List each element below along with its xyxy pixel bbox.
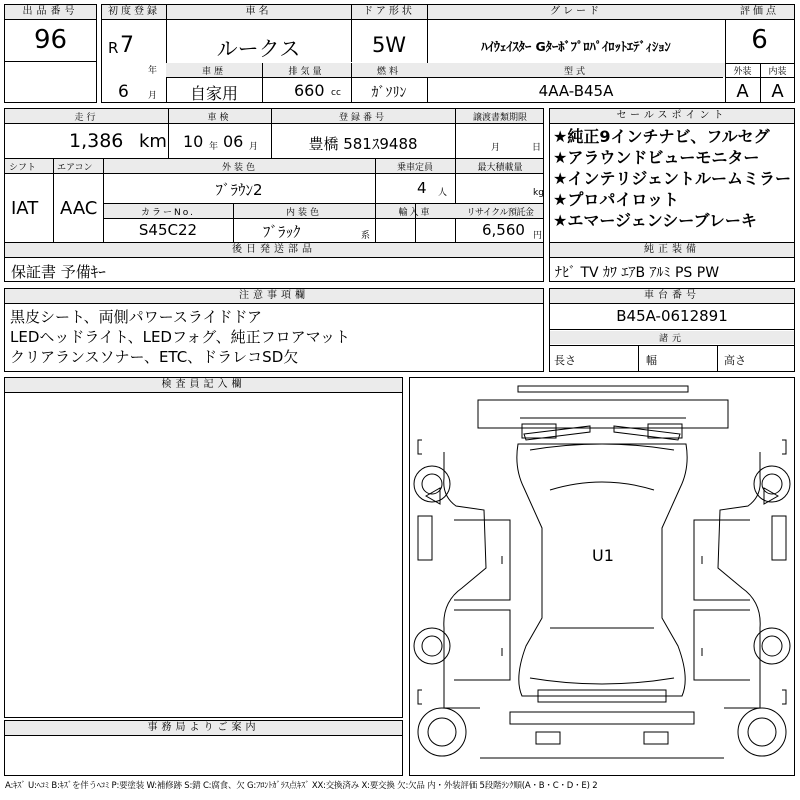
reg-number: 豊橋 581ｽ9488	[308, 135, 418, 153]
first-reg-year-unit: 年	[148, 66, 158, 76]
fuel: ｶﾞｿﾘﾝ	[371, 85, 407, 101]
color-number: S45C22	[138, 221, 198, 239]
note-line: 黒皮シート、両側パワースライドドア	[10, 308, 263, 326]
aircon-label: エアコン	[57, 163, 93, 173]
score-label: 評価点	[725, 5, 794, 20]
transfer-label: 譲渡書類期限	[472, 113, 527, 123]
notes-label: 注意事項欄	[5, 289, 543, 304]
displacement-label: 排気量	[288, 67, 325, 77]
ext-score-label: 外装	[733, 67, 752, 77]
inspector-box	[4, 377, 403, 718]
dims-label: 諸元	[550, 331, 794, 344]
fuel-label: 燃料	[376, 67, 401, 77]
chassis-box	[549, 288, 795, 372]
capacity: 4	[417, 179, 427, 197]
displacement: 660	[294, 81, 325, 100]
sales-point: ★純正9インチナビ、フルセグ	[553, 127, 770, 146]
equipment-label: 純正装備	[550, 243, 794, 258]
int-color-suffix: 系	[361, 231, 371, 241]
ext-score: A	[736, 81, 749, 102]
vehicle-header-box	[101, 4, 795, 103]
car-diagram-svg	[410, 378, 794, 775]
ext-color: ﾌﾞﾗｳﾝ2	[215, 181, 263, 199]
capacity-unit: 人	[438, 188, 448, 198]
width-label: 幅	[646, 354, 657, 367]
model-label: 型式	[563, 67, 588, 77]
vehicle-diagram	[409, 377, 795, 776]
recycle-fee: 6,560	[482, 221, 525, 239]
sales-point: ★エマージェンシーブレーキ	[553, 211, 757, 230]
notes-box	[4, 288, 544, 372]
mileage: 1,386	[69, 130, 124, 152]
door-label: ドア形状	[351, 5, 427, 20]
sales-points-box	[549, 108, 795, 243]
door-type: 5W	[371, 33, 407, 57]
int-score-label: 内装	[768, 67, 787, 77]
sales-point: ★アラウンドビューモニター	[553, 148, 760, 167]
office-box	[4, 720, 403, 776]
legend: A:ｷｽﾞ U:ﾍｺﾐ B:ｷｽﾞを伴うﾍｺﾐ P:要塗装 W:補修跡 S:錆 C:腐食、欠 G:ﾌﾛﾝﾄｶﾞﾗｽ点ｷｽﾞ XX:交換済み X:要交換 欠:欠品 内・外装評価 5段階ﾗﾝｸ順(A・B・C・D・E) 2	[5, 781, 598, 791]
reg-no-label: 登録番号	[338, 113, 387, 123]
color-no-label: カラーNo.	[141, 208, 195, 218]
car-name-label: 車名	[166, 5, 351, 20]
history-label: 車歴	[201, 67, 226, 77]
later-parts-box	[4, 242, 544, 282]
note-line: LEDヘッドライト、LEDフォグ、純正フロアマット	[10, 328, 351, 346]
lot-box	[4, 4, 97, 103]
transfer-day-unit: 日	[532, 143, 542, 153]
mileage-label: 走行	[74, 113, 99, 123]
chassis-number: B45A-0612891	[616, 307, 728, 325]
first-reg-month: 6	[118, 82, 129, 102]
displacement-unit: cc	[331, 88, 341, 98]
max-load-label: 最大積載量	[477, 163, 523, 173]
later-parts-label: 後日発送部品	[5, 243, 543, 258]
lot-label: 出品番号	[5, 5, 96, 20]
sales-point: ★プロパイロット	[553, 190, 680, 209]
shift: IAT	[11, 198, 39, 219]
import-label: 輸入車	[398, 208, 432, 218]
max-load-unit: kg	[533, 188, 544, 198]
inspection-month: 06	[223, 132, 244, 151]
inspector-label: 検査員記入欄	[5, 378, 402, 393]
shift-label: シフト	[9, 163, 37, 173]
note-line: クリアランスソナー、ETC、ドラレコSD欠	[10, 348, 299, 366]
history: 自家用	[189, 84, 238, 103]
capacity-label: 乗車定員	[396, 163, 433, 173]
car-name: ルークス	[216, 37, 301, 61]
first-reg-era: R	[108, 39, 119, 57]
ext-color-label: 外装色	[221, 163, 258, 173]
inspection-year-unit: 年	[209, 142, 219, 152]
inspection-month-unit: 月	[249, 142, 259, 152]
damage-mark: U1	[592, 546, 614, 565]
first-reg-month-unit: 月	[148, 91, 158, 101]
grade: ﾊｲｳｪｲｽﾀｰ Gﾀｰﾎﾞﾌﾟﾛﾊﾟｲﾛｯﾄｴﾃﾞｨｼｮﾝ	[481, 39, 671, 54]
chassis-label: 車台番号	[550, 289, 794, 304]
equipment: ﾅﾋﾞ TV ｶﾜ ｴｱB ｱﾙﾐ PS PW	[555, 265, 720, 281]
lot-number: 96	[33, 25, 68, 55]
inspection-year: 10	[183, 132, 204, 151]
inspection-label: 車検	[207, 113, 232, 123]
grade-label: グレード	[427, 5, 725, 20]
model-code: 4AA-B45A	[538, 82, 614, 100]
int-color: ﾌﾞﾗｯｸ	[263, 223, 301, 241]
office-label: 事務局よりご案内	[5, 721, 402, 736]
equipment-box	[549, 242, 795, 282]
height-label: 高さ	[724, 354, 746, 367]
score: 6	[751, 25, 768, 55]
recycle-unit: 円	[533, 231, 543, 241]
mileage-unit: km	[139, 131, 167, 152]
sales-point: ★インテリジェントルームミラー	[553, 169, 792, 188]
recycle-label: リサイクル預託金	[466, 208, 534, 218]
sales-points-label: セールスポイント	[550, 109, 794, 124]
int-color-label: 内装色	[285, 208, 322, 218]
aircon: AAC	[60, 198, 98, 219]
first-reg-label: 初度登録	[102, 5, 166, 20]
int-score: A	[771, 81, 784, 102]
later-parts: 保証書 予備ｷｰ	[11, 263, 106, 281]
details-box	[4, 108, 544, 243]
length-label: 長さ	[554, 354, 576, 367]
first-reg-year: 7	[120, 33, 134, 58]
transfer-month-unit: 月	[491, 143, 501, 153]
